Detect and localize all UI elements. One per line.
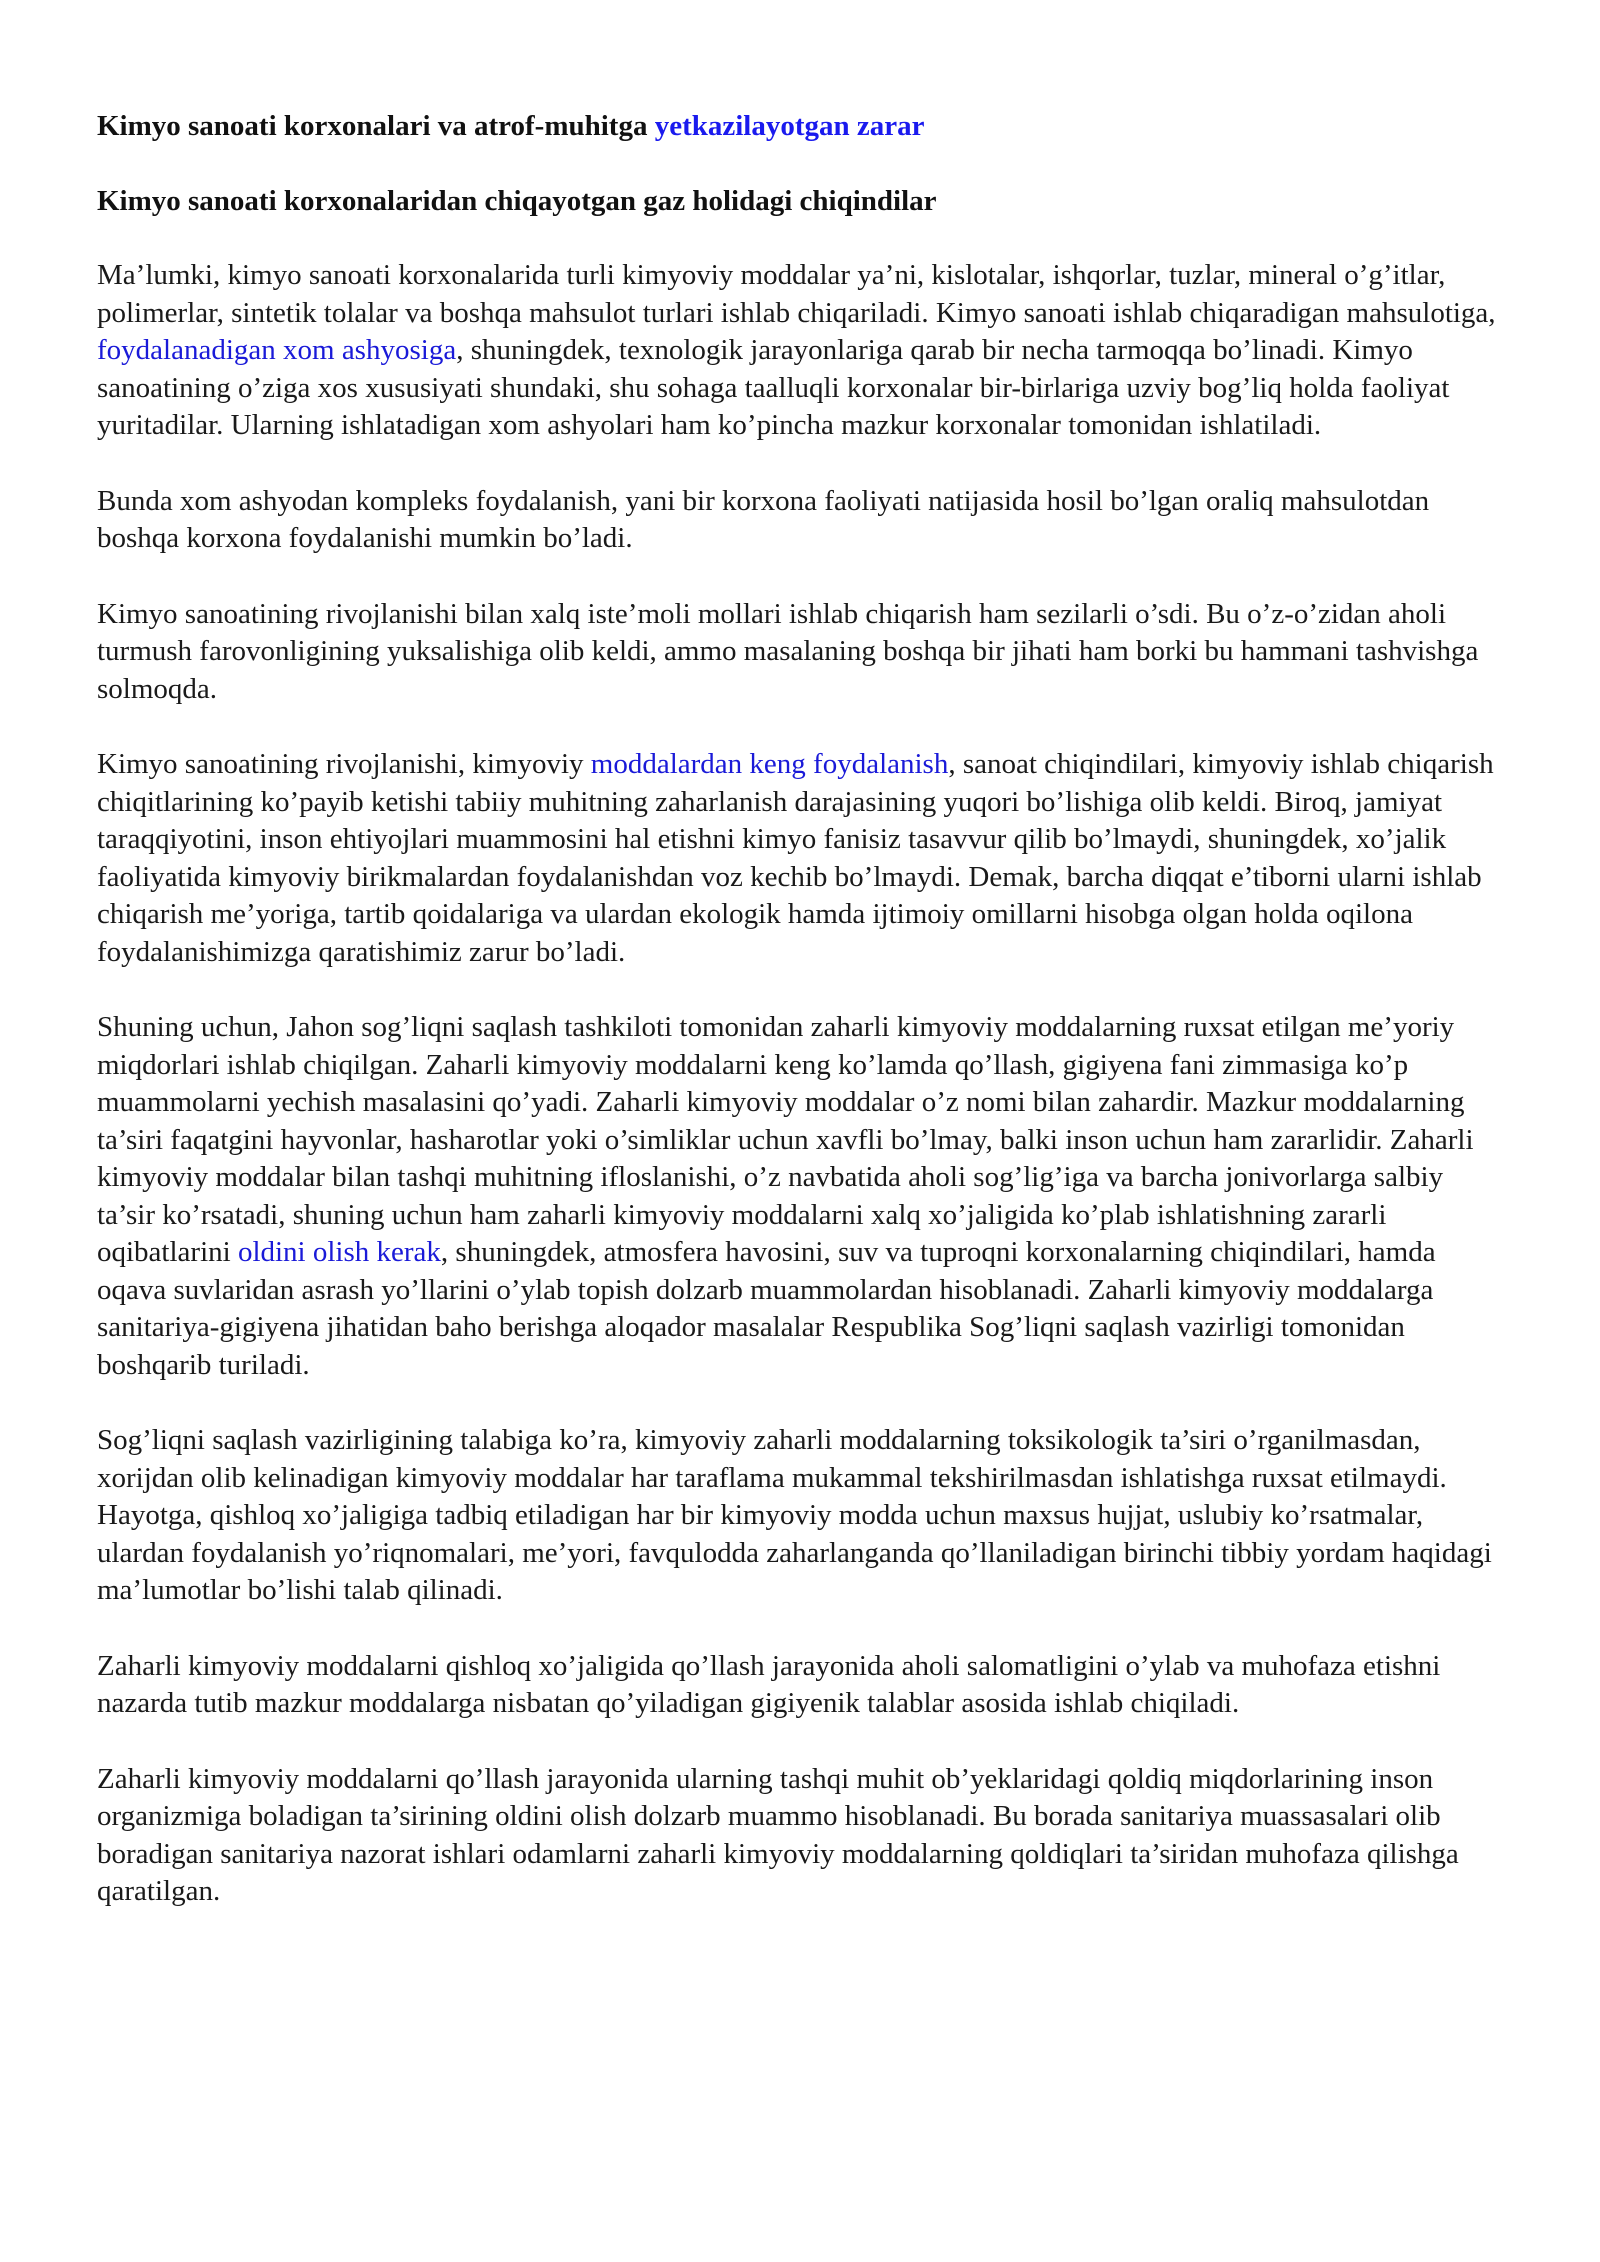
paragraph-text: , shuningdek, atmosfera havosini, suv va tuproqni korxonalarning chiqindilari, hamda oqava suvlaridan asrash yo’llarini o’ylab topish dolzarb muammolardan hisoblanadi. Zaharli kimyoviy moddalarga sanitariya-gigiyena jihatidan baho berishga aloqador masalalar Respublika Sog’liqni saqlash vazirligi tomonidan boshqarib turiladi.: [97, 1236, 1436, 1381]
paragraph-6: Sog’liqni saqlash vazirligining talabiga ko’ra, kimyoviy zaharli moddalarning toksikologik ta’siri o’rganilmasdan, xorijdan olib kelinadigan kimyoviy moddalar har taraflama mukammal tekshirilmasdan ishlatishga ruxsat etilmaydi. Hayotga, qishloq xo’jaligiga tadbiq etiladigan har bir kimyoviy modda uchun maxsus hujjat, uslubiy ko’rsatmalar, ulardan foydalanish yo’riqnomalari, me’yori, favqulodda zaharlanganda qo’llaniladigan birinchi tibbiy yordam haqidagi ma’lumotlar bo’lishi talab qilinadi.: [97, 1424, 1492, 1606]
title-text: Kimyo sanoati korxonalari va atrof-muhitga: [97, 110, 655, 142]
paragraph-2: Bunda xom ashyodan kompleks foydalanish, yani bir korxona faoliyati natijasida hosil bo’lgan oraliq mahsulotdan boshqa korxona foydalanishi mumkin bo’ladi.: [97, 484, 1430, 554]
section-heading: Kimyo sanoati korxonalaridan chiqayotgan gaz holidagi chiqindilar: [97, 184, 937, 217]
paragraph-4: [97, 746, 1497, 971]
paragraph-7: Zaharli kimyoviy moddalarni qishloq xo’jaligida qo’llash jarayonida aholi salomatligini o’ylab va muhofaza etishni nazarda tutib mazkur moddalarga nisbatan qo’yiladigan gigiyenik talablar asosida ishlab chiqiladi.: [97, 1649, 1441, 1719]
title-link[interactable]: yetkazilayotgan zarar: [654, 110, 925, 142]
paragraph-text: Shuning uchun, Jahon sog’liqni saqlash tashkiloti tomonidan zaharli kimyoviy moddalarning ruxsat etilgan me’yoriy miqdorlari ishlab chiqilgan. Zaharli kimyoviy moddalarni keng ko’lamda qo’llash, gigiyena fani zimmasiga ko’p muammolarni yechish masalasini qo’yadi. Zaharli kimyoviy moddalar o’z nomi bilan zahardir. Mazkur moddalarning ta’siri faqatgini hayvonlar, hasharotlar yoki o’simliklar uchun xavfli bo’lmay, balki inson uchun ham zararlidir. Zaharli kimyoviy moddalar bilan tashqi muhitning ifloslanishi, o’z navbatida aholi sog’lig’iga va barcha jonivorlarga salbiy ta’sir ko’rsatadi, shuning uchun ham zaharli kimyoviy moddalarni xalq xo’jaligida ko’plab ishlatishning zararli oqibatlarini: [97, 1011, 1474, 1268]
paragraph-3: Kimyo sanoatining rivojlanishi bilan xalq iste’moli mollari ishlab chiqarish ham sezilarli o’sdi. Bu o’z-o’zidan aholi turmush farovonligining yuksalishiga olib keldi, ammo masalaning boshqa bir jihati ham borki bu hammani tashvishga solmoqda.: [97, 597, 1479, 705]
link-xom-ashyosiga[interactable]: foydalanadigan xom ashyosiga: [97, 334, 457, 366]
paragraph-text: , shuningdek, texnologik jarayonlariga qarab bir necha tarmoqqa bo’linadi. Kimyo sanoatining o’ziga xos xususiyati shundaki, shu sohaga taalluqli korxonalar bir-birlariga uzviy bog’liq holda faoliyat yuritadilar. Ularning ishlatadigan xom ashyolari ham ko’pincha mazkur korxonalar tomonidan ishlatiladi.: [97, 334, 1450, 441]
link-keng-foydalanish[interactable]: moddalardan keng foydalanish: [590, 748, 949, 780]
link-oldini-olish[interactable]: oldini olish kerak: [237, 1236, 441, 1268]
paragraph-5: [97, 1009, 1497, 1384]
paragraph-text: , sanoat chiqindilari, kimyoviy ishlab chiqarish chiqitlarining ko’payib ketishi tabiiy muhitning zaharlanish darajasining yuqori bo’lishiga olib keldi. Biroq, jamiyat taraqqiyotini, inson ehtiyojlari muammosini hal etishni kimyo fanisiz tasavvur qilib bo’lmaydi, shuningdek, xo’jalik faoliyatida kimyoviy birikmalardan foydalanishdan voz kechib bo’lmaydi. Demak, barcha diqqat e’tiborni ularni ishlab chiqarish me’yoriga, tartib qoidalariga va ulardan ekologik hamda ijtimoiy omillarni hisobga olgan holda oqilona foydalanishimizga qaratishimiz zarur bo’ladi.: [97, 748, 1494, 968]
paragraph-8: Zaharli kimyoviy moddalarni qo’llash jarayonida ularning tashqi muhit ob’yeklaridagi qoldiq miqdorlarining inson organizmiga boladigan ta’sirining oldini olish dolzarb muammo hisoblanadi. Bu borada sanitariya muassasalari olib boradigan sanitariya nazorat ishlari odamlarni zaharli kimyoviy moddalarning qoldiqlari ta’siridan muhofaza qilishga qaratilgan.: [97, 1762, 1459, 1907]
document-page: [97, 108, 1497, 1949]
paragraph-1: [97, 257, 1497, 445]
paragraph-text: Kimyo sanoatining rivojlanishi, kimyoviy: [97, 748, 591, 780]
document-title: [97, 108, 1497, 146]
paragraph-text: Ma’lumki, kimyo sanoati korxonalarida turli kimyoviy moddalar ya’ni, kislotalar, ishqorlar, tuzlar, mineral o’g’itlar, polimerlar, sintetik tolalar va boshqa mahsulot turlari ishlab chiqariladi. Kimyo sanoati ishlab chiqaradigan mahsulotiga,: [97, 259, 1496, 329]
